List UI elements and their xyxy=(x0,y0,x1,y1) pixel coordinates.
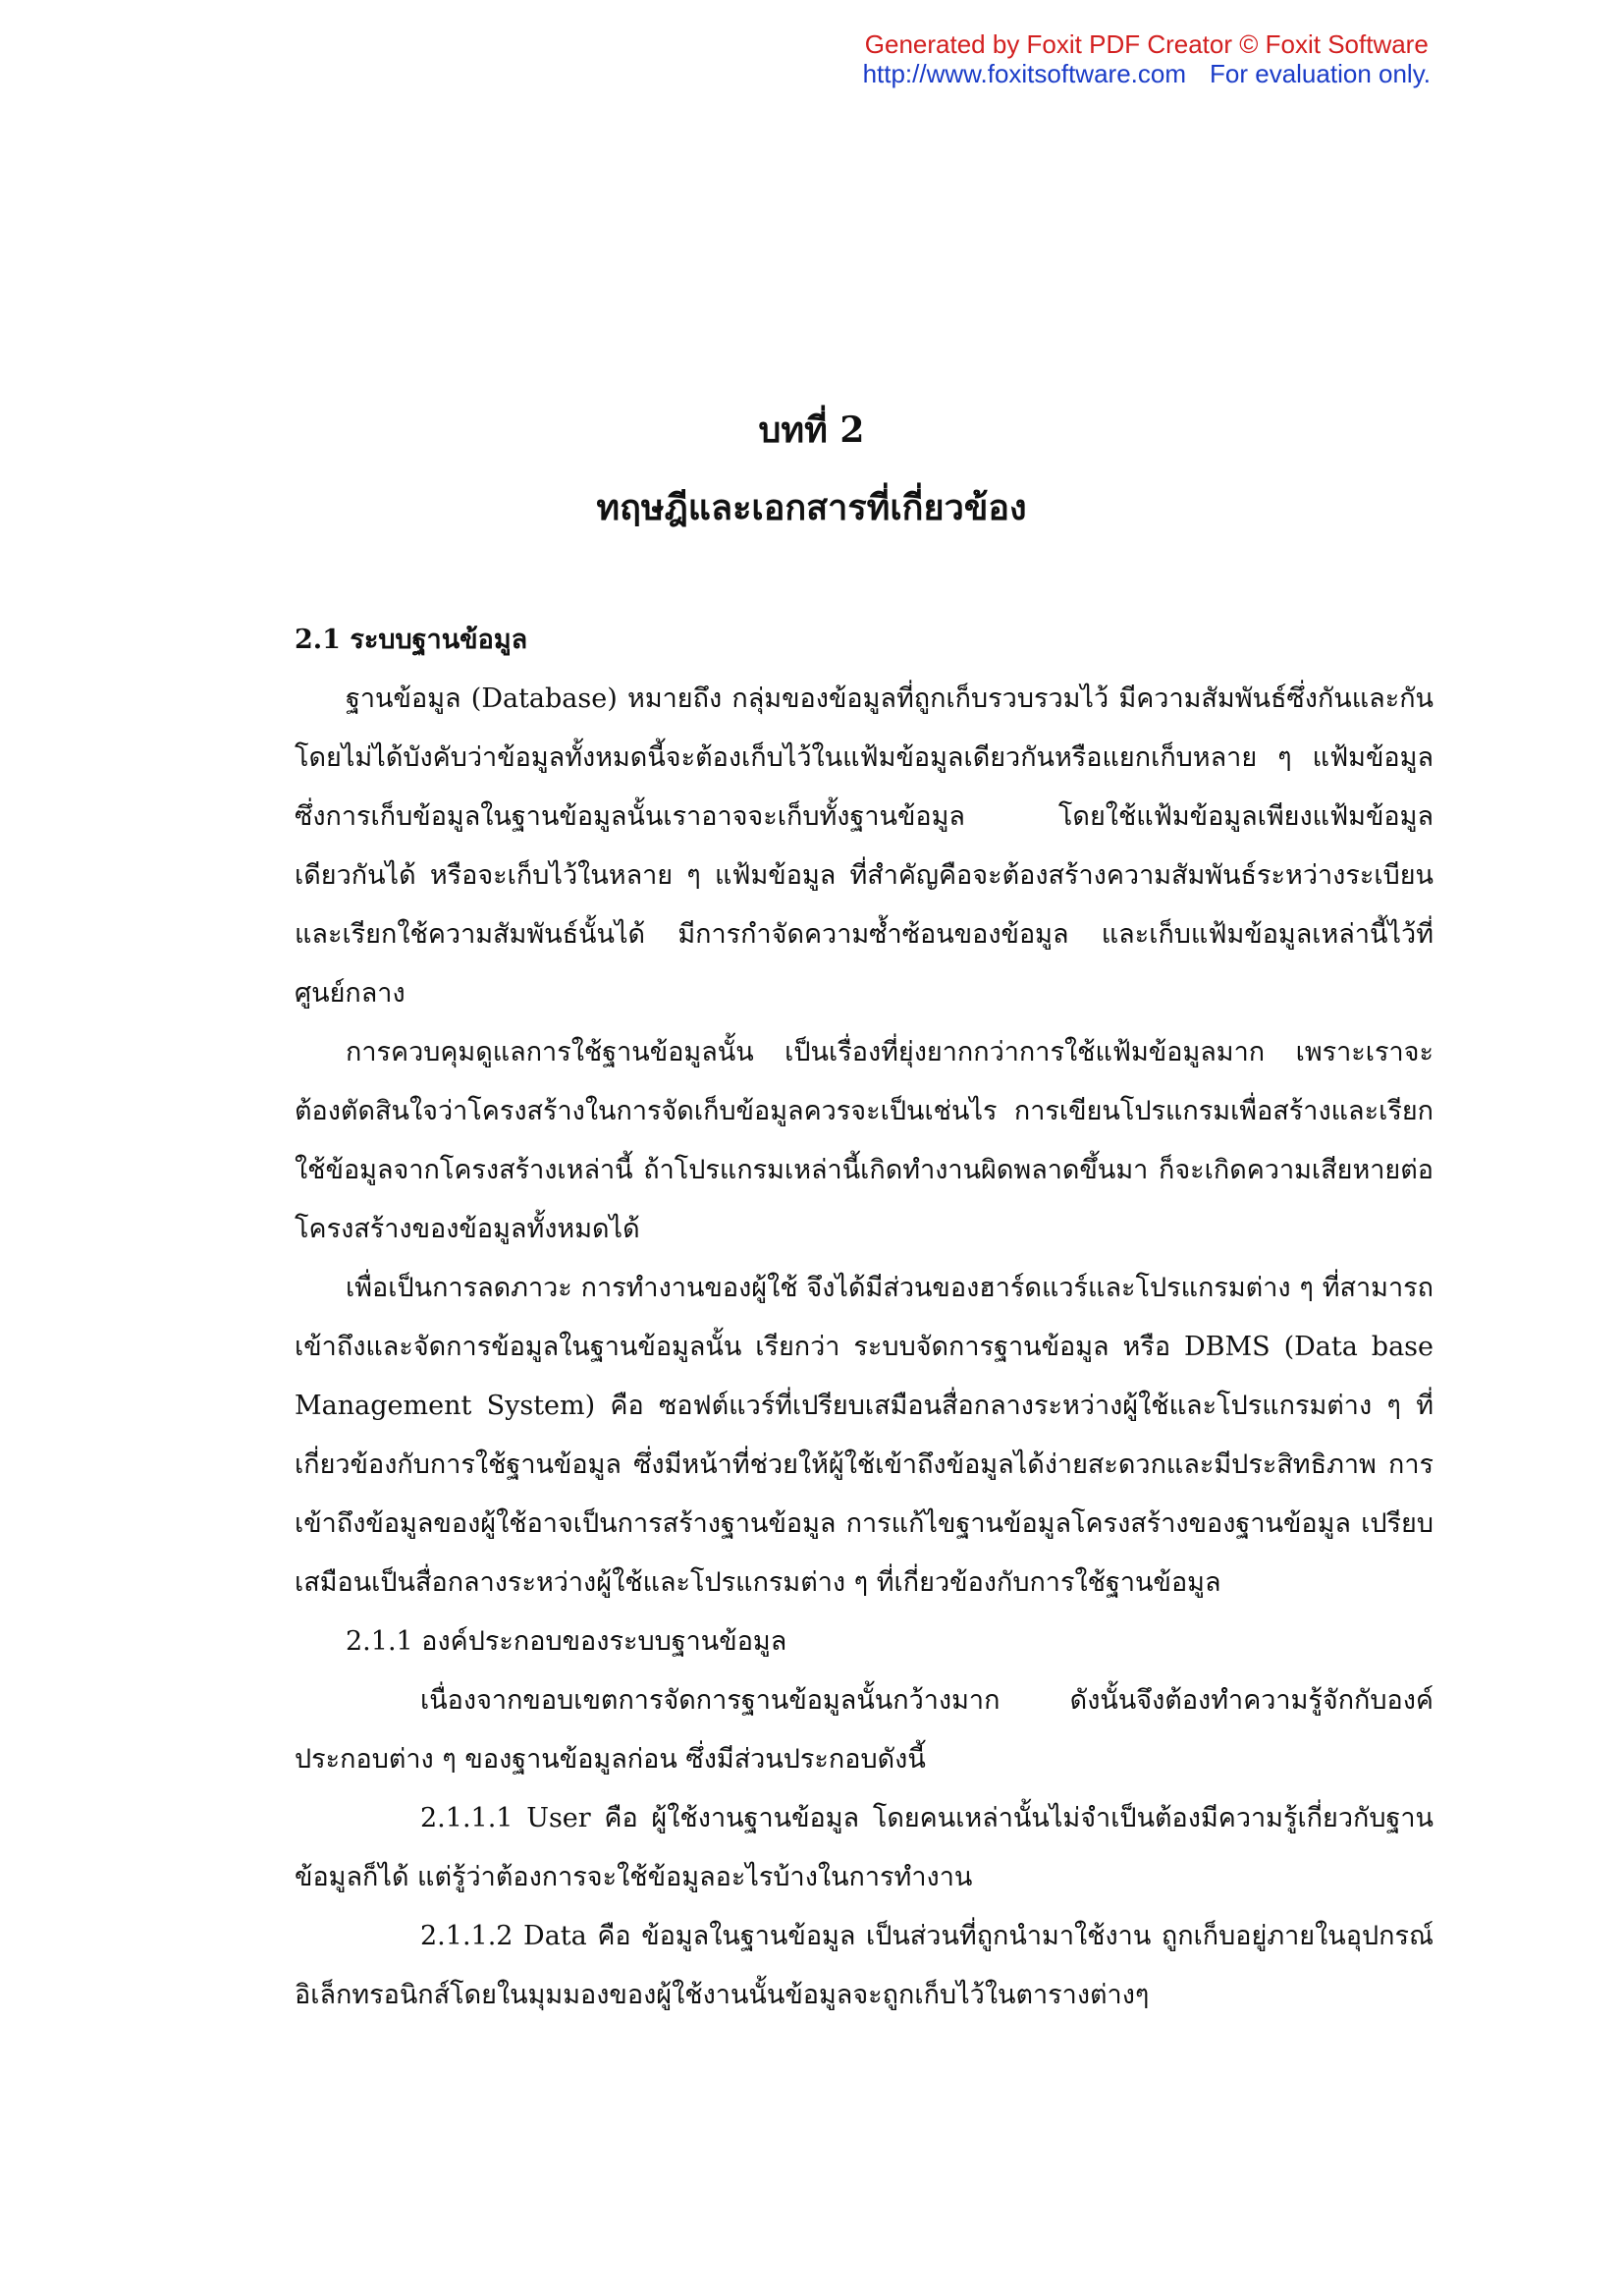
subsection-intro: เนื่องจากขอบเขตการจัดการฐานข้อมูลนั้นกว้างมาก ดังนั้นจึงต้องทำความรู้จักกับองค์ประกอบต่าง ๆ ของฐานข้อมูลก่อน ซึ่งมีส่วนประกอบดังนี้ xyxy=(295,1685,1434,1775)
evaluation-watermark xyxy=(863,29,1431,88)
watermark-generator-line: Generated by Foxit PDF Creator © Foxit Software xyxy=(864,29,1429,59)
section-heading: 2.1 ระบบฐานข้อมูล xyxy=(295,625,528,655)
paragraph-dbms: เพื่อเป็นการลดภาวะ การทำงานของผู้ใช้ จึงได้มีส่วนของฮาร์ดแวร์และโปรแกรมต่าง ๆ ที่สามารถเข้าถึงและจัดการข้อมูลในฐานข้อมูลนั้น เรียกว่า ระบบจัดการฐานข้อมูล หรือ DBMS (Data base Management System) คือ ซอฟต์แวร์ที่เปรียบเสมือนสื่อกลางระหว่างผู้ใช้และโปรแกรมต่าง ๆ ที่เกี่ยวข้องกับการใช้ฐานข้อมูล ซึ่งมีหน้าที่ช่วยให้ผู้ใช้เข้าถึงข้อมูลได้ง่ายสะดวกและมีประสิทธิภาพ การเข้าถึงข้อมูลของผู้ใช้อาจเป็นการสร้างฐานข้อมูล การแก้ไขฐานข้อมูลโครงสร้างของฐานข้อมูล เปรียบเสมือนเป็นสื่อกลางระหว่างผู้ใช้และโปรแกรมต่าง ๆ ที่เกี่ยวข้องกับการใช้ฐานข้อมูล xyxy=(295,1273,1434,1598)
document-body xyxy=(295,611,1434,2025)
watermark-note: For evaluation only. xyxy=(1210,59,1431,88)
subsection-heading: 2.1.1 องค์ประกอบของระบบฐานข้อมูล xyxy=(346,1626,787,1657)
watermark-url[interactable]: http://www.foxitsoftware.com xyxy=(862,59,1187,88)
chapter-number: บทที่ 2 xyxy=(758,410,865,451)
paragraph-database-definition: ฐานข้อมูล (Database) หมายถึง กลุ่มของข้อมูลที่ถูกเก็บรวบรวมไว้ มีความสัมพันธ์ซึ่งกันและกัน โดยไม่ได้บังคับว่าข้อมูลทั้งหมดนี้จะต้องเก็บไว้ในแฟ้มข้อมูลเดียวกันหรือแยกเก็บหลาย ๆ แฟ้มข้อมูล ซึ่งการเก็บข้อมูลในฐานข้อมูลนั้นเราอาจจะเก็บทั้งฐานข้อมูล โดยใช้แฟ้มข้อมูลเพียงแฟ้มข้อมูลเดียวกันได้ หรือจะเก็บไว้ในหลาย ๆ แฟ้มข้อมูล ที่สำคัญคือจะต้องสร้างความสัมพันธ์ระหว่างระเบียนและเรียกใช้ความสัมพันธ์นั้นได้ มีการกำจัดความซ้ำซ้อนของข้อมูล และเก็บแฟ้มข้อมูลเหล่านี้ไว้ที่ศูนย์กลาง xyxy=(295,683,1434,1009)
watermark-url-line xyxy=(863,59,1431,88)
subsection-item-data: 2.1.1.2 Data คือ ข้อมูลในฐานข้อมูล เป็นส่วนที่ถูกนำมาใช้งาน ถูกเก็บอยู่ภายในอุปกรณ์อิเล็กทรอนิกส์โดยในมุมมองของผู้ใช้งานนั้นข้อมูลจะถูกเก็บไว้ในตารางต่างๆ xyxy=(295,1921,1434,2010)
subsection-item-user: 2.1.1.1 User คือ ผู้ใช้งานฐานข้อมูล โดยคนเหล่านั้นไม่จำเป็นต้องมีความรู้เกี่ยวกับฐานข้อมูลก็ได้ แต่รู้ว่าต้องการจะใช้ข้อมูลอะไรบ้างในการทำงาน xyxy=(295,1803,1434,1892)
chapter-title: ทฤษฎีและเอกสารที่เกี่ยวข้อง xyxy=(596,487,1027,528)
paragraph-database-control: การควบคุมดูแลการใช้ฐานข้อมูลนั้น เป็นเรื่องที่ยุ่งยากกว่าการใช้แฟ้มข้อมูลมาก เพราะเราจะต้องตัดสินใจว่าโครงสร้างในการจัดเก็บข้อมูลควรจะเป็นเช่นไร การเขียนโปรแกรมเพื่อสร้างและเรียกใช้ข้อมูลจากโครงสร้างเหล่านี้ ถ้าโปรแกรมเหล่านี้เกิดทำงานผิดพลาดขึ้นมา ก็จะเกิดความเสียหายต่อโครงสร้างของข้อมูลทั้งหมดได้ xyxy=(295,1037,1434,1244)
